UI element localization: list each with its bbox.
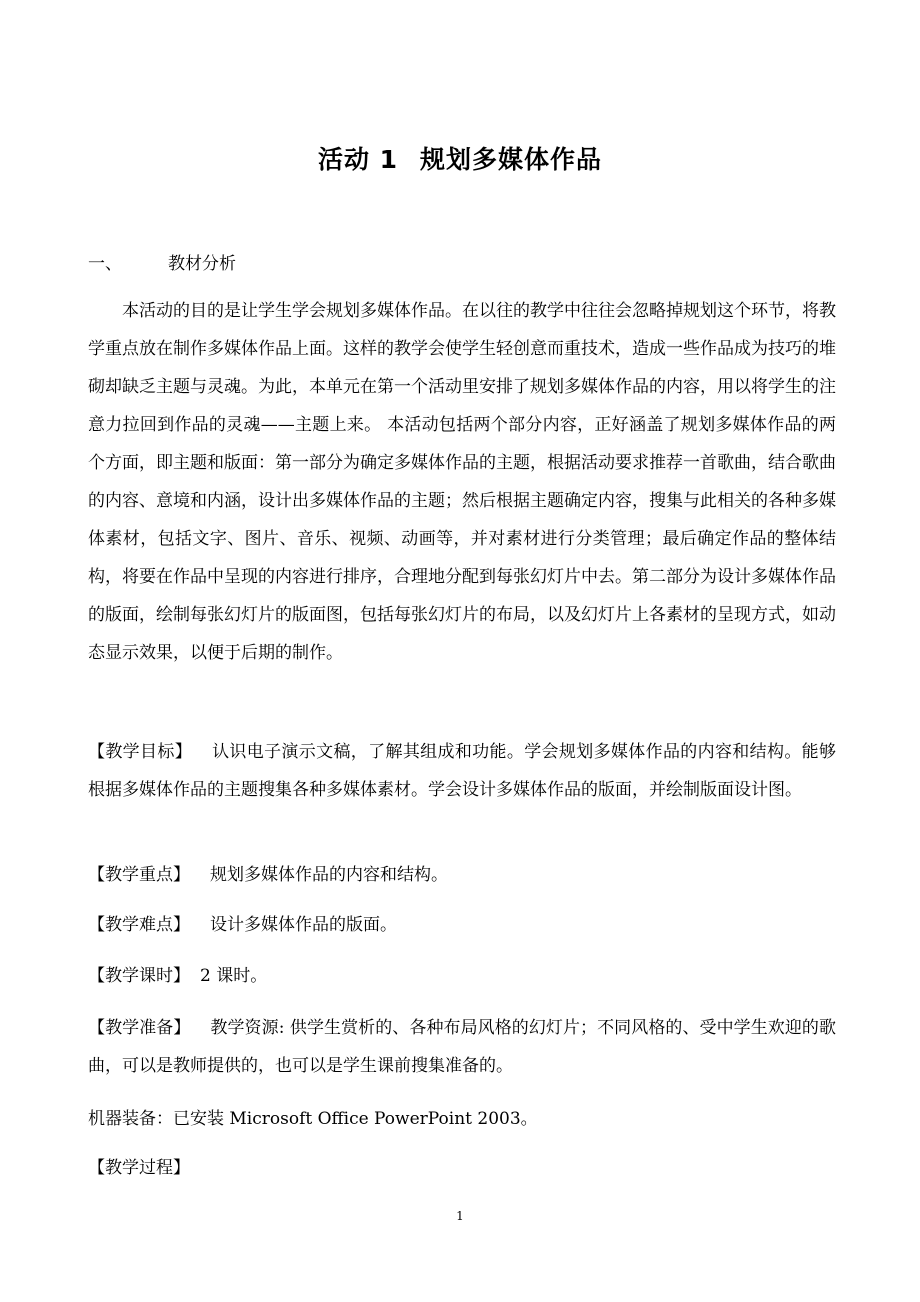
hours-label: 【教学课时】 [88, 966, 190, 986]
goals-label: 【教学目标】 [88, 742, 193, 762]
teaching-difficulties [88, 906, 397, 944]
goals-text: 认识电子演示文稿，了解其组成和功能。学会规划多媒体作品的内容和结构。能够根据多媒体作品的主题搜集各种多媒体素材。学会设计多媒体作品的版面，并绘制版面设计图。 [88, 742, 837, 800]
teaching-key-points [88, 856, 448, 894]
key-points-label: 【教学重点】 [88, 865, 190, 885]
difficulties-text: 设计多媒体作品的版面。 [210, 915, 397, 935]
page-number: 1 [456, 1209, 464, 1223]
page-title [0, 140, 920, 176]
analysis-paragraph: 本活动的目的是让学生学会规划多媒体作品。在以往的教学中往往会忽略掉规划这个环节，将教学重点放在制作多媒体作品上面。这样的教学会使学生轻创意而重技术，造成一些作品成为技巧的堆砌却缺乏主题与灵魂。为此，本单元在第一个活动里安排了规划多媒体作品的内容，用以将学生的注意力拉回到作品的灵魂——主题上来。 本活动包括两个部分内容，正好涵盖了规划多媒体作品的两个方面，即主题和版面：第一部分为确定多媒体作品的主题，根据活动要求推荐一首歌曲，结合歌曲的内容、意境和内涵，设计出多媒体作品的主题；然后根据主题确定内容，搜集与此相关的各种多媒体素材，包括文字、图片、音乐、视频、动画等，并对素材进行分类管理；最后确定作品的整体结构，将要在作品中呈现的内容进行排序，合理地分配到每张幻灯片中去。第二部分为设计多媒体作品的版面，绘制每张幻灯片的版面图，包括每张幻灯片的布局，以及幻灯片上各素材的呈现方式，如动态显示效果，以便于后期的制作。 [88, 301, 836, 663]
section-heading-analysis [88, 249, 236, 274]
teaching-preparation [88, 1009, 836, 1085]
preparation-label: 【教学准备】 [88, 1018, 191, 1038]
key-points-text: 规划多媒体作品的内容和结构。 [210, 865, 448, 885]
section-number: 一、 [88, 254, 122, 274]
title-text: 规划多媒体作品 [420, 145, 603, 174]
difficulties-label: 【教学难点】 [88, 915, 190, 935]
hours-text: 2 课时。 [200, 966, 268, 986]
title-number: 活动 1 [317, 145, 399, 174]
teaching-goals [88, 733, 836, 809]
section-label: 教材分析 [168, 254, 236, 274]
teaching-process-heading: 【教学过程】 [88, 1158, 190, 1178]
preparation-text: 教学资源: 供学生赏析的、各种布局风格的幻灯片；不同风格的、受中学生欢迎的歌曲，可以是教师提供的，也可以是学生课前搜集准备的。 [88, 1018, 837, 1076]
teaching-hours [88, 957, 267, 995]
equipment-line: 机器装备：已安装 Microsoft Office PowerPoint 2003。 [88, 1109, 538, 1129]
